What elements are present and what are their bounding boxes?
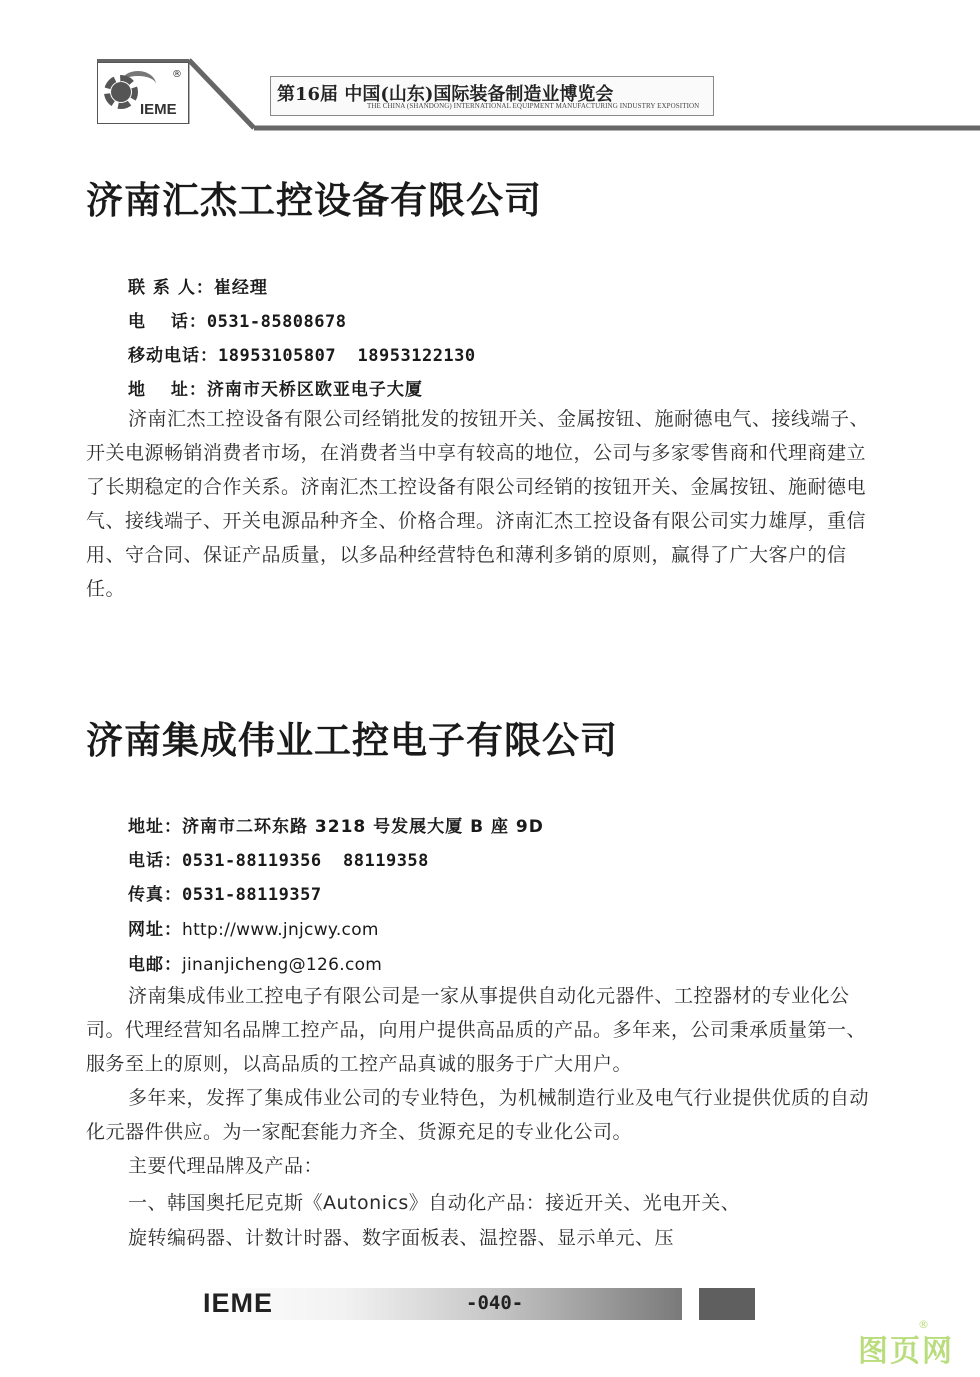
email-label: 电邮： [128, 955, 182, 975]
expo-title: 第16届 中国(山东)国际装备制造业博览会 [277, 84, 614, 105]
email-link[interactable]: jinanjicheng@126.com [182, 955, 383, 975]
company2-paragraph-2: 多年来，发挥了集成伟业公司的专业特色，为机械制造行业及电气行业提供优质的自动化元器件供应。为一家配套能力齐全、货源充足的专业化公司。 [86, 1087, 870, 1143]
company1-contact [128, 273, 268, 298]
contact-label: 联 系 人： [128, 278, 214, 298]
logo-text: IEME [140, 101, 177, 118]
expo-subtitle: THE CHINA (SHANDONG) INTERNATIONAL EQUIPMENT MANUFACTURING INDUSTRY EXPOSITION [367, 102, 700, 110]
gear-hub-icon [111, 82, 131, 102]
phone-label: 电话： [128, 851, 182, 871]
footer-brand: IEME [203, 1288, 274, 1318]
expo-title-box [270, 76, 714, 116]
footer-dark-block [699, 1288, 755, 1320]
address-value: 济南市二环东路 3218 号发展大厦 B 座 9D [182, 817, 544, 837]
company2-paragraph-4: 一、韩国奥托尼克斯《Autonics》自动化产品：接近开关、光电开关、 [128, 1192, 741, 1214]
company2-fax [128, 880, 322, 905]
company2-website [128, 915, 379, 940]
watermark: 图页网 [858, 1334, 954, 1369]
company2-paragraph-5: 旋转编码器、计数计时器、数字面板表、温控器、显示单元、压 [128, 1227, 675, 1249]
website-link[interactable]: http://www.jnjcwy.com [182, 920, 379, 940]
company2-phone [128, 846, 429, 871]
contact-value: 崔经理 [213, 278, 268, 298]
company2-email [128, 950, 382, 975]
company2-paragraph-3: 主要代理品牌及产品： [128, 1155, 324, 1177]
mobile-label: 移动电话： [128, 346, 218, 366]
company2-paragraph-1: 济南集成伟业工控电子有限公司是一家从事提供自动化元器件、工控器材的专业化公司。代理经营知名品牌工控产品，向用户提供高品质的产品。多年来，公司秉承质量第一、服务至上的原则，以高品质的工控产品真诚的服务于广大用户。 [86, 985, 867, 1075]
company1-description: 济南汇杰工控设备有限公司经销批发的按钮开关、金属按钮、施耐德电气、接线端子、开关电源畅销消费者市场，在消费者当中享有较高的地位，公司与多家零售商和代理商建立了长期稳定的合作关系。济南汇杰工控设备有限公司经销的按钮开关、金属按钮、施耐德电气、接线端子、开关电源品种齐全、价格合理。济南汇杰工控设备有限公司实力雄厚，重信用、守合同、保证产品质量，以多品种经营特色和薄利多销的原则，赢得了广大客户的信任。 [86, 408, 870, 600]
page-number: -040- [466, 1292, 524, 1314]
company1-title: 济南汇杰工控设备有限公司 [86, 179, 542, 222]
address-label: 地 址： [128, 380, 207, 400]
address-label: 地址： [128, 817, 182, 837]
watermark-registered-mark: ® [918, 1318, 929, 1331]
company2-address [128, 812, 544, 837]
fax-value: 0531-88119357 [182, 885, 322, 905]
phone-value: 0531-88119356 88119358 [182, 851, 429, 871]
company1-mobile [128, 341, 476, 366]
address-value: 济南市天桥区欧亚电子大厦 [206, 380, 423, 400]
company1-address [128, 375, 423, 400]
company2-title: 济南集成伟业工控电子有限公司 [86, 719, 618, 762]
fax-label: 传真： [128, 885, 182, 905]
mobile-value: 18953105807 18953122130 [218, 346, 476, 366]
web-label: 网址： [128, 920, 182, 940]
phone-label: 电 话： [128, 312, 207, 332]
phone-value: 0531-85808678 [206, 312, 347, 332]
registered-mark: ® [172, 69, 182, 80]
company1-phone [128, 307, 346, 332]
